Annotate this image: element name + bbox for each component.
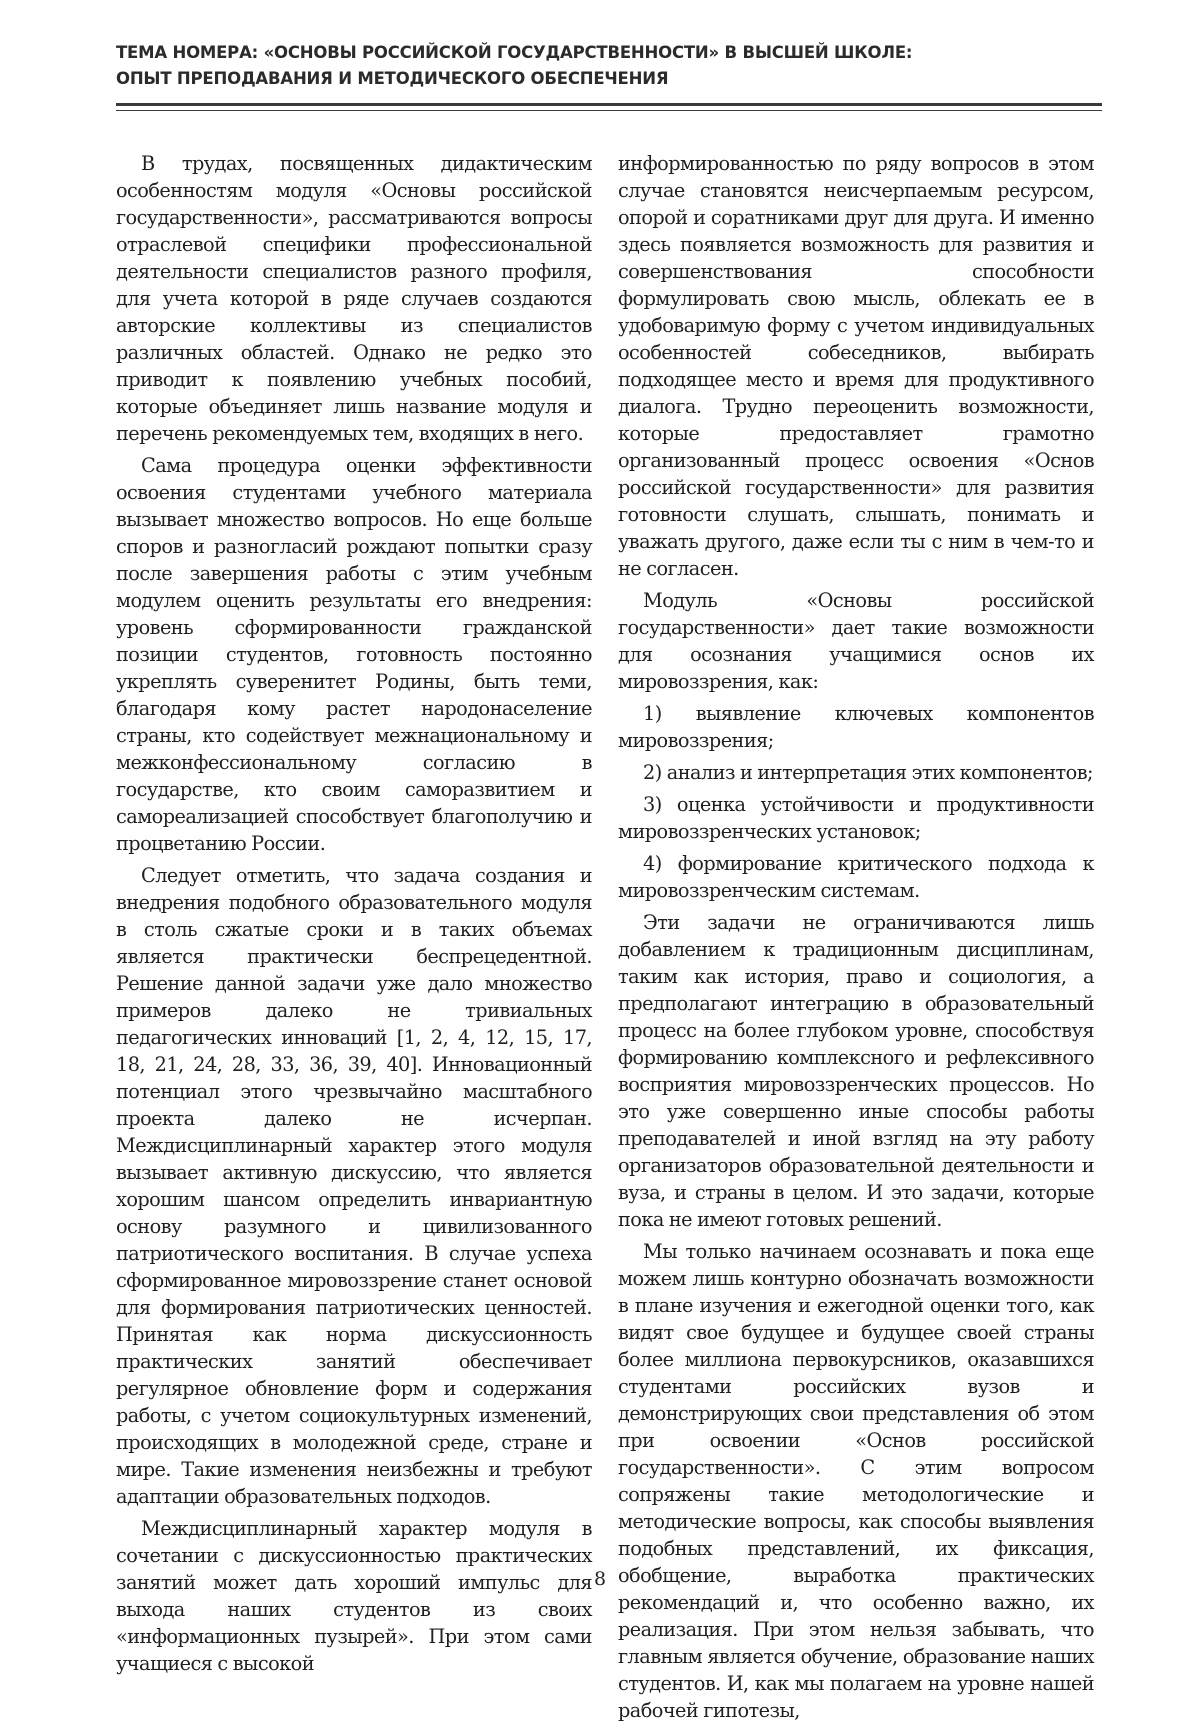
list-item: 4) формирование критического подхода к мировоззренческим системам. <box>618 852 1094 902</box>
list-item: 3) оценка устойчивости и продуктивности мировоззренческих установок; <box>618 793 1094 843</box>
running-header <box>116 40 1102 92</box>
list-item: 2) анализ и интерпретация этих компонентов; <box>643 761 1093 784</box>
paragraph-continuation: информированностью по ряду вопросов в этом случае становятся неисчерпаемым ресурсом, опорой и соратниками друг для друга. И именно здесь появляется возможность для развития и совершенствования способности формулировать свою мысль, облекать ее в удобоваримую форму с учетом индивидуальных особенностей собеседников, выбирать подходящее место и время для продуктивного диалога. Трудно переоценить возможности, которые предоставляет грамотно организованный процесс освоения «Основ российской государственности» для развития готовности слушать, слышать, понимать и уважать другого, даже если ты с ним в чем-то и не согласен. <box>618 152 1094 580</box>
header-rule-thin <box>116 110 1102 111</box>
left-column <box>116 150 592 1682</box>
paragraph: Следует отметить, что задача создания и внедрения подобного образовательного модуля в столь сжатые сроки и в таких объемах является практически беспрецедентной. Решение данной задачи уже дало множество примеров далеко не тривиальных педагогических инноваций [1, 2, 4, 12, 15, 17, 18, 21, 24, 28, 33, 36, 39, 40]. Инновационный потенциал этого чрезвычайно масштабного проекта далеко не исчерпан. Междисциплинарный характер этого модуля вызывает активную дискуссию, что является хорошим шансом определить инвариантную основу разумного и цивилизованного патриотического воспитания. В случае успеха сформированное мировоззрение станет основой для формирования патриотических ценностей. Принятая как норма дискуссионность практических занятий обеспечивает регулярное обновление форм и содержания работы, с учетом социокультурных изменений, происходящих в молодежной среде, стране и мире. Такие изменения неизбежны и требуют адаптации образовательных подходов. <box>116 864 592 1508</box>
paragraph: Междисциплинарный характер модуля в сочетании с дискуссионностью практических занятий может дать хороший импульс для выхода наших студентов из своих «информационных пузырей». При этом сами учащиеся с высокой <box>116 1517 592 1675</box>
paragraph: В трудах, посвященных дидактическим особенностям модуля «Основы российской государственности», рассматриваются вопросы отраслевой специфики профессиональной деятельности специалистов разного профиля, для учета которой в ряде случаев создаются авторские коллективы из специалистов различных областей. Однако не редко это приводит к появлению учебных пособий, которые объединяет лишь название модуля и перечень рекомендуемых тем, входящих в него. <box>116 152 592 445</box>
page-number: 8 <box>593 1568 607 1590</box>
paragraph: Мы только начинаем осознавать и пока еще можем лишь контурно обозначать возможности в плане изучения и ежегодной оценки того, как видят свое будущее и будущее своей страны более миллиона первокурсников, оказавшихся студентами российских вузов и демонстрирующих свои представления об этом при освоении «Основ российской государственности». С этим вопросом сопряжены такие методологические и методические вопросы, как способы выявления подобных представлений, их фиксация, обобщение, выработка практических рекомендаций и, что особенно важно, их реализация. При этом нельзя забывать, что главным является обучение, образование наших студентов. И, как мы полагаем на уровне нашей рабочей гипотезы, <box>618 1240 1094 1722</box>
paragraph: Эти задачи не ограничиваются лишь добавлением к традиционным дисциплинам, таким как история, право и социология, а предполагают интеграцию в образовательный процесс на более глубоком уровне, способствуя формированию комплексного и рефлексивного восприятия мировоззренческих процессов. Но это уже совершенно иные способы работы преподавателей и иной взгляд на эту работу организаторов образовательной деятельности и вуза, и страны в целом. И это задачи, которые пока не имеют готовых решений. <box>618 911 1094 1231</box>
paragraph: Модуль «Основы российской государственности» дает такие возможности для осознания учащимися основ их мировоззрения, как: <box>618 589 1094 693</box>
paragraph: Сама процедура оценки эффективности освоения студентами учебного материала вызывает множество вопросов. Но еще больше споров и разногласий рождают попытки сразу после завершения работы с этим учебным модулем оценить результаты его внедрения: уровень сформированности гражданской позиции студентов, готовность постоянно укреплять суверенитет Родины, быть теми, благодаря кому растет народонаселение страны, кто содействует межнациональному и межконфессиональному согласию в государстве, кто своим саморазвитием и самореализацией способствует благополучию и процветанию России. <box>116 454 592 855</box>
header-rule-thick <box>116 103 1102 106</box>
header-line-1: ТЕМА НОМЕРА: «ОСНОВЫ РОССИЙСКОЙ ГОСУДАРСТВЕННОСТИ» В ВЫСШЕЙ ШКОЛЕ: <box>116 43 913 62</box>
right-column <box>618 150 1094 1729</box>
list-item: 1) выявление ключевых компонентов мировоззрения; <box>618 702 1094 752</box>
header-line-2: ОПЫТ ПРЕПОДАВАНИЯ И МЕТОДИЧЕСКОГО ОБЕСПЕЧЕНИЯ <box>116 69 669 88</box>
